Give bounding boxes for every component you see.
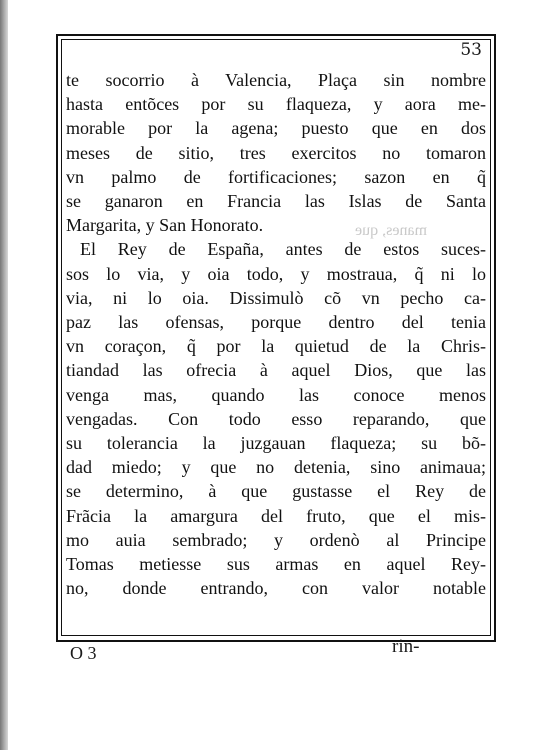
text-line: Margarita, y San Honorato. <box>66 215 264 236</box>
text-line: vn palmo de fortificaciones; sazon en q̃ <box>66 166 486 187</box>
text-line: te socorrio à Valencia, Plaça sin nombre <box>66 70 486 90</box>
text-line: sos lo via, y oia todo, y mostraua, q̃ ni lo <box>66 263 486 284</box>
text-line: tiandad las ofrecia à aquel Dios, que las <box>66 360 486 381</box>
text-line: meses de sitio, tres exercitos no tomaron <box>66 142 486 163</box>
text-line: vengadas. Con todo esso reparando, que <box>66 408 486 429</box>
text-line: El Rey de España, antes de estos suces- <box>80 239 486 260</box>
text-line: Frãcia la amargura del fruto, que el mis- <box>66 505 486 526</box>
text-line: Tomas metiesse sus armas en aquel Rey- <box>66 554 486 575</box>
text-line: no, donde entrando, con valor notable <box>66 578 486 599</box>
signature-mark: O 3 <box>70 643 97 663</box>
page-left-edge-shadow <box>0 0 8 750</box>
text-line: venga mas, quando las conoce menos <box>66 384 486 405</box>
text-line: morable por la agena; puesto que en dos <box>66 118 486 139</box>
text-line: hasta entõces por su flaqueza, y aora me- <box>66 94 486 115</box>
text-line: se determino, à que gustasse el Rey de <box>66 481 486 502</box>
text-line: dad miedo; y que no detenia, sino animaua; <box>66 457 486 478</box>
page-number: 53 <box>460 40 482 60</box>
text-line: paz las ofensas, porque dentro del tenia <box>66 312 486 333</box>
text-line: mo auia sembrado; y ordenò al Principe <box>66 529 486 550</box>
catchword: rin- <box>392 636 420 657</box>
text-line: su tolerancia la juzgauan flaqueza; su bõ- <box>66 433 486 454</box>
text-line: via, ni lo oia. Dissimulò cõ vn pecho ca- <box>66 287 486 308</box>
text-line: se ganaron en Francia las Islas de Santa <box>66 191 486 212</box>
bleed-through-text: manes, que <box>355 222 427 239</box>
body-text <box>66 68 486 600</box>
text-line: vn coraçon, q̃ por la quietud de la Chris- <box>66 336 486 357</box>
